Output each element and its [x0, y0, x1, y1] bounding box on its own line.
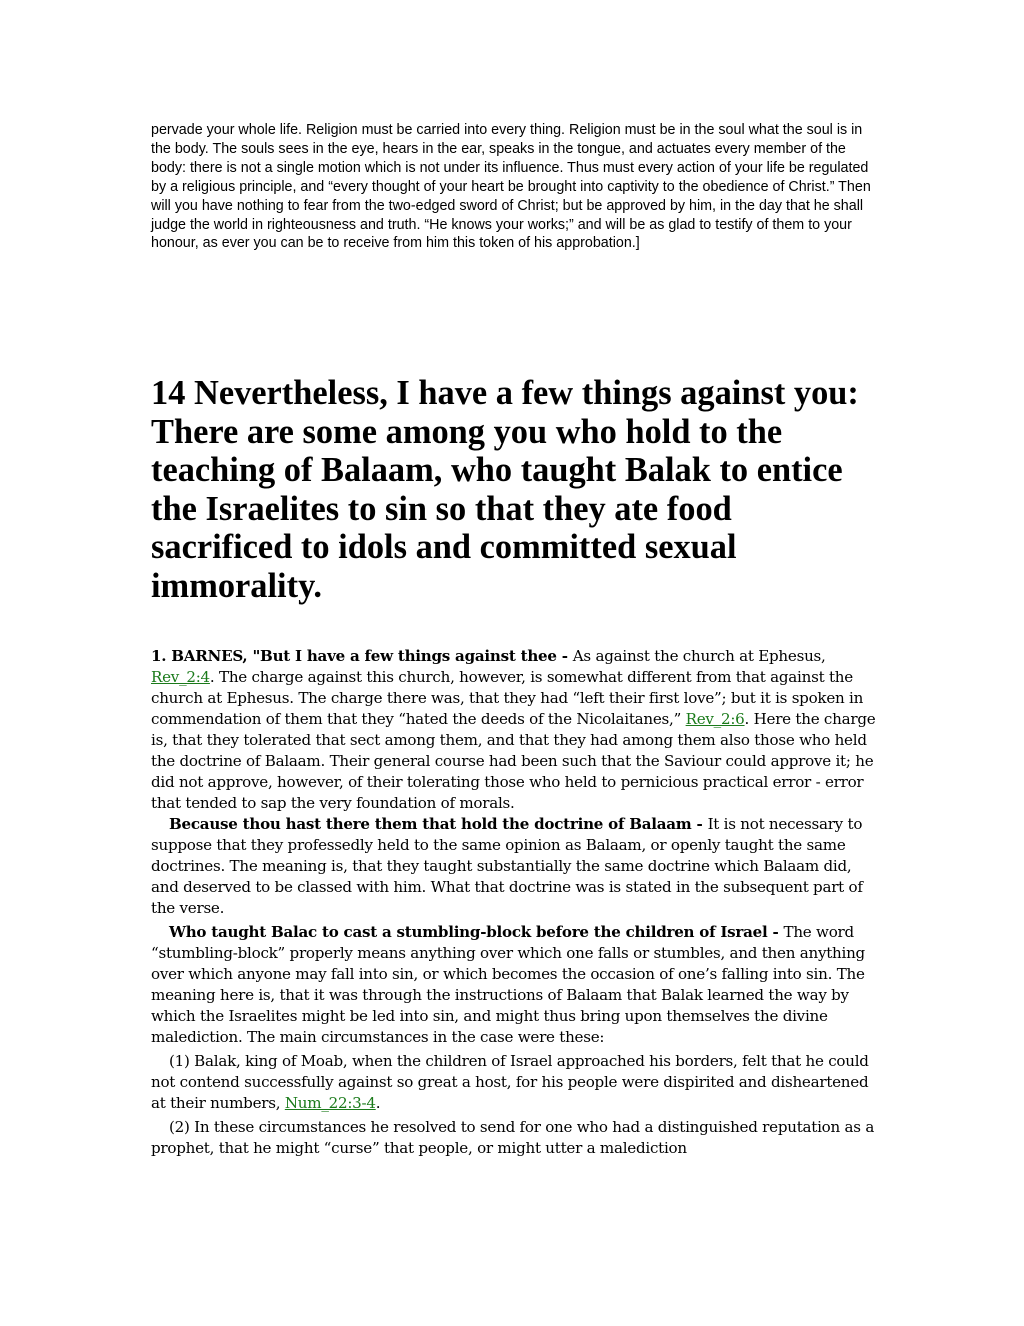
paragraph-text: . — [375, 1094, 381, 1112]
commentary-paragraph-barnes — [151, 646, 881, 814]
paragraph-text: As against the church at Ephesus, — [572, 647, 826, 665]
commentary — [151, 646, 881, 1159]
commentary-paragraph-point-1 — [151, 1051, 881, 1114]
paragraph-lead: 1. BARNES, "But I have a few things against thee - — [151, 647, 573, 665]
paragraph-lead: Because thou hast there them that hold the doctrine of Balaam - — [169, 815, 708, 833]
commentary-paragraph-stumbling-block — [151, 922, 881, 1048]
intro-paragraph: pervade your whole life. Religion must be carried into every thing. Religion must be in the soul what the soul is in the body. The souls sees in the eye, hears in the ear, speaks in the tongue, and actuates every member of the body: there is not a single motion which is not under its influence. Thus must every action of your life be regulated by a religious principle, and “every thought of your heart be brought into captivity to the obedience of Christ.” Then will you have nothing to fear from the two-edged sword of Christ; but be approved by him, in the day that he shall judge the world in righteousness and truth. “He knows your works;” and will be as glad to testify of them to your honour, as ever you can be to receive from him this token of his approbation.] — [151, 122, 871, 252]
scripture-link[interactable]: Num_22:3-4 — [284, 1094, 376, 1112]
scripture-link[interactable]: Rev_2:4 — [151, 668, 210, 686]
commentary-paragraph-doctrine — [151, 814, 881, 919]
paragraph-text: It is not necessary to suppose that they professedly held to the same opinion as Balaam, or openly taught the same doctrines. The meaning is, that they taught substantially the same doctrine which Balaam did, and deserved to be classed with him. What that doctrine was is stated in the subsequent part of the verse. — [151, 815, 863, 917]
paragraph-text: (2) In these circumstances he resolved to send for one who had a distinguished reputation as a prophet, that he might “curse” that people, or might utter a malediction — [151, 1118, 875, 1157]
paragraph-lead: Who taught Balac to cast a stumbling-block before the children of Israel - — [169, 923, 784, 941]
commentary-paragraph-point-2 — [151, 1117, 881, 1159]
verse-heading: 14 Nevertheless, I have a few things against you: There are some among you who hold to the teaching of Balaam, who taught Balak to entice the Israelites to sin so that they ate food sacrificed to idols and committed sexual immorality. — [151, 374, 859, 605]
scripture-link[interactable]: Rev_2:6 — [685, 710, 745, 728]
paragraph-text: (1) Balak, king of Moab, when the children of Israel approached his borders, felt that he could not contend successfully against so great a host, for his people were dispirited and disheartened at their numbers, — [151, 1052, 869, 1112]
paragraph-text: . Here the charge is, that they tolerated that sect among them, and that they had among them also those who held the doctrine of Balaam. Their general course had been such that the Saviour could approve it; he did not approve, however, of their tolerating those who held to pernicious practical error - error that tended to sap the very foundation of morals. — [151, 710, 876, 812]
paragraph-text: The word “stumbling-block” properly means anything over which one falls or stumbles, and then anything over which anyone may fall into sin, or which becomes the occasion of one’s falling into sin. The meaning here is, that it was through the instructions of Balaam that Balak learned the way by which the Israelites might be led into sin, and might thus bring upon themselves the divine malediction. The main circumstances in the case were these: — [151, 923, 865, 1046]
paragraph-text: . The charge against this church, however, is somewhat different from that against the church at Ephesus. The charge there was, that they had “left their first love”; but it is spoken in commendation of them that they “hated the deeds of the Nicolaitanes,” — [151, 668, 864, 728]
